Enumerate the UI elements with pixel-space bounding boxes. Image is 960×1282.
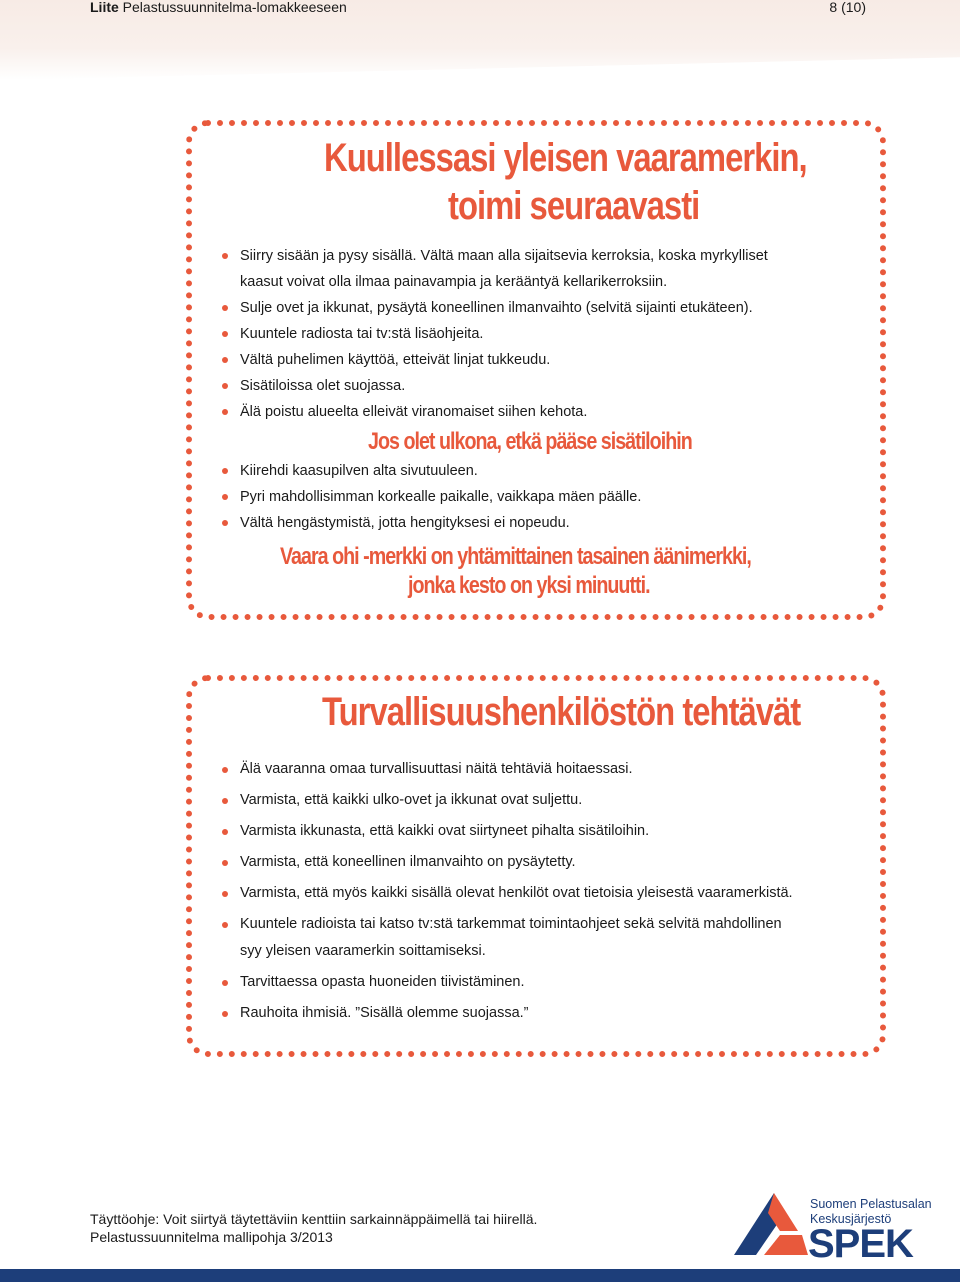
outdoor-list: [222, 458, 641, 536]
list-item: Kuuntele radioista tai katso tv:stä tarkemmat toimintaohjeet sekä selvitä mahdollinen syy yleisen vaaramerkin soittamiseksi.: [222, 911, 793, 965]
footer-template: Pelastussuunnitelma mallipohja 3/2013: [90, 1229, 333, 1245]
list-item: Varmista ikkunasta, että kaikki ovat siirtyneet pihalta sisätiloihin.: [222, 818, 793, 845]
header-label-bold: Liite: [90, 0, 119, 15]
section1-title-line2: toimi seuraavasti: [448, 184, 700, 228]
list-item: Rauhoita ihmisiä. ”Sisällä olemme suojassa.”: [222, 1000, 793, 1027]
list-item: Älä vaaranna omaa turvallisuuttasi näitä tehtäviä hoitaessasi.: [222, 756, 793, 783]
list-item: Älä poistu alueelta elleivät viranomaiset siihen kehota.: [222, 399, 768, 425]
list-item: Vältä puhelimen käyttöä, etteivät linjat tukkeudu.: [222, 347, 768, 373]
list-item: Varmista, että koneellinen ilmanvaihto on pysäytetty.: [222, 849, 793, 876]
section1-title-line1: Kuullessasi yleisen vaaramerkin,: [324, 136, 807, 180]
logo-line2: Keskusjärjestö: [810, 1212, 892, 1226]
list-item: Varmista, että kaikki ulko-ovet ja ikkunat ovat suljettu.: [222, 787, 793, 814]
closing-line2: jonka kesto on yksi minuutti.: [408, 572, 650, 599]
footer-instructions: Täyttöohje: Voit siirtyä täytettäviin kenttiin sarkainnäppäimellä tai hiirellä.: [90, 1211, 538, 1227]
logo-line1: Suomen Pelastusalan: [810, 1197, 932, 1211]
list-item: Varmista, että myös kaikki sisällä olevat henkilöt ovat tietoisia yleisestä vaaramerkistä.: [222, 880, 793, 907]
logo-word: SPEK: [808, 1222, 913, 1266]
list-item: Sulje ovet ja ikkunat, pysäytä koneellinen ilmanvaihto (selvitä sijainti etukäteen).: [222, 295, 768, 321]
section2-list: [222, 756, 793, 1031]
list-item: Pyri mahdollisimman korkealle paikalle, vaikkapa mäen päälle.: [222, 484, 641, 510]
bottom-bar: [0, 1269, 960, 1282]
list-item: Kuuntele radiosta tai tv:stä lisäohjeita.: [222, 321, 768, 347]
closing-line1: Vaara ohi -merkki on yhtämittainen tasainen äänimerkki,: [280, 543, 751, 570]
list-item: Kiirehdi kaasupilven alta sivutuuleen.: [222, 458, 641, 484]
header-title: [90, 0, 347, 14]
list-item: Sisätiloissa olet suojassa.: [222, 373, 768, 399]
list-item: Vältä hengästymistä, jotta hengityksesi ei nopeudu.: [222, 510, 641, 536]
list-item: Tarvittaessa opasta huoneiden tiivistäminen.: [222, 969, 793, 996]
section2-title: Turvallisuushenkilöstön tehtävät: [322, 690, 801, 734]
section1-list: [222, 243, 768, 425]
header-label: Pelastussuunnitelma-lomakkeeseen: [122, 0, 347, 15]
list-item: Siirry sisään ja pysy sisällä. Vältä maan alla sijaitsevia kerroksia, koska myrkylliset kaasut voivat olla ilmaa painavampia ja kerääntyä kellarikerroksiin.: [222, 243, 768, 295]
section1-subtitle: Jos olet ulkona, etkä pääse sisätiloihin: [368, 428, 692, 455]
page-number: 8 (10): [829, 0, 866, 15]
